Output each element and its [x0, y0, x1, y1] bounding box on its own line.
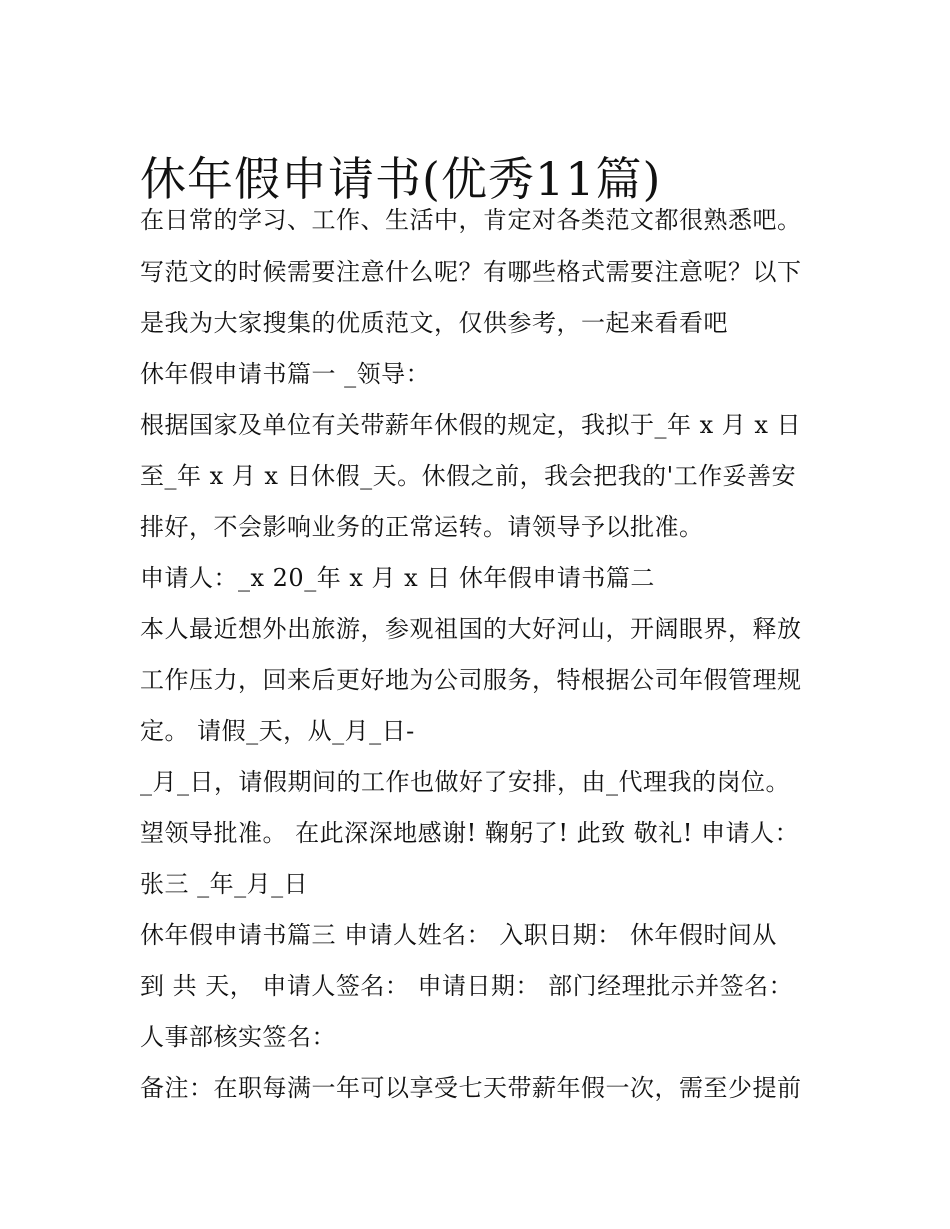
- body-line-5: 根据国家及单位有关带薪年休假的规定，我拟于_年 x 月 x 日: [140, 411, 802, 439]
- body-line-14: 张三 _年_月_日: [140, 870, 309, 898]
- body-line-18: 备注：在职每满一年可以享受七天带薪年假一次，需至少提前: [140, 1074, 802, 1102]
- body-line-16: 到 共 天， 申请人签名： 申请日期： 部门经理批示并签名：: [140, 972, 794, 1000]
- body-line-17: 人事部核实签名：: [140, 1023, 336, 1051]
- body-line-3: 是我为大家搜集的优质范文，仅供参考，一起来看看吧: [140, 309, 728, 337]
- body-line-7: 排好，不会影响业务的正常运转。请领导予以批准。: [140, 513, 704, 541]
- body-line-6: 至_年 x 月 x 日休假_天。休假之前，我会把我的'工作妥善安: [140, 462, 797, 490]
- body-line-8: 申请人：_x 20_年 x 月 x 日 休年假申请书篇二: [140, 564, 655, 592]
- body-line-11: 定。 请假_天，从_月_日-: [140, 717, 415, 745]
- body-line-13: 望领导批准。 在此深深地感谢! 鞠躬了! 此致 敬礼! 申请人：: [140, 819, 800, 847]
- body-line-1: 在日常的学习、工作、生活中，肯定对各类范文都很熟悉吧。: [140, 206, 802, 234]
- body-line-9: 本人最近想外出旅游，参观祖国的大好河山，开阔眼界，释放: [140, 615, 802, 643]
- body-line-10: 工作压力，回来后更好地为公司服务，特根据公司年假管理规: [140, 666, 802, 694]
- document-title: 休年假申请书(优秀11篇): [140, 151, 662, 206]
- section-heading-1: 休年假申请书篇一 _领导：: [140, 360, 431, 388]
- body-line-15: 休年假申请书篇三 申请人姓名： 入职日期： 休年假时间从: [140, 921, 777, 949]
- body-line-12: _月_日，请假期间的工作也做好了安排，由_代理我的岗位。: [140, 768, 790, 796]
- body-line-2: 写范文的时候需要注意什么呢？有哪些格式需要注意呢？以下: [140, 258, 802, 286]
